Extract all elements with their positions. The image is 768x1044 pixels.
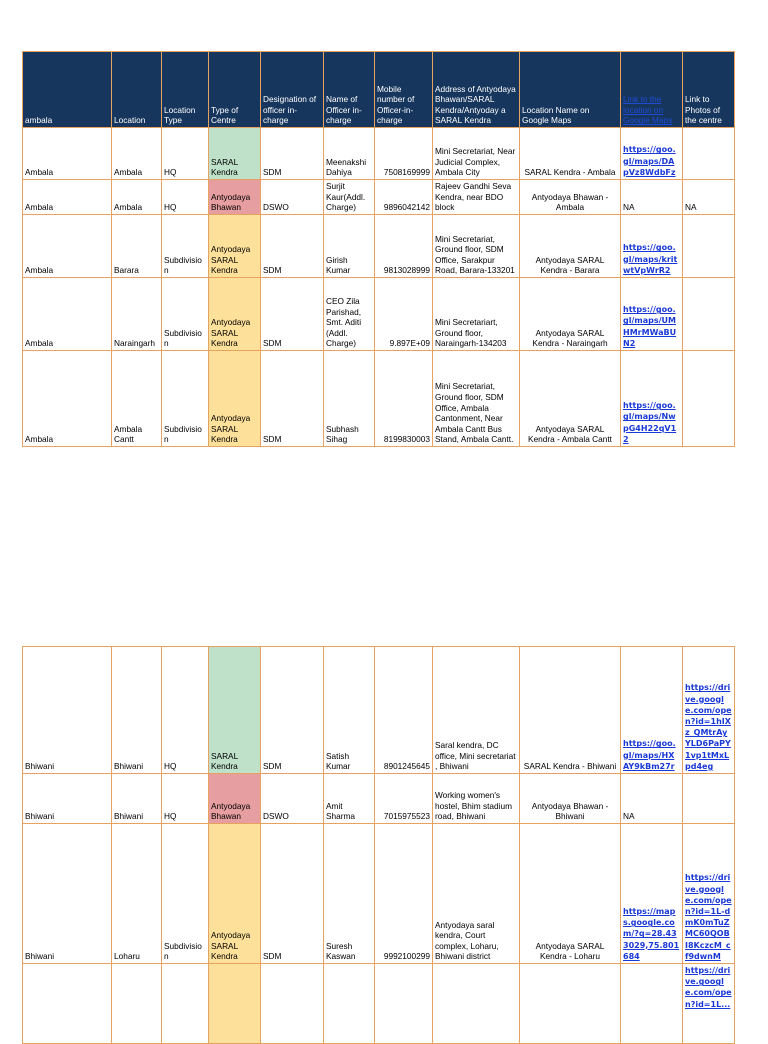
location-type-cell: HQ (162, 128, 209, 180)
maps-link-cell[interactable] (621, 215, 683, 278)
maps-name-cell: SARAL Kendra - Ambala (520, 128, 621, 180)
photos-cell (683, 278, 735, 351)
district-cell: Ambala (23, 215, 112, 278)
photos-cell (683, 215, 735, 278)
location-type-cell: HQ (162, 180, 209, 215)
maps-link-cell[interactable] (621, 128, 683, 180)
location-type-cell: HQ (162, 647, 209, 774)
photos-cell (683, 774, 735, 824)
maps-name-cell: Antyodaya Bhawan - Bhiwani (520, 774, 621, 824)
maps-link[interactable]: https://goo.gl/maps/DApVz8WdbFz (623, 145, 676, 177)
table-row (23, 215, 735, 278)
location-type-cell: Subdivision (162, 824, 209, 964)
photos-link[interactable]: https://drive.google.com/open?id=1hIXz_QMtrAyYLD6PaPY1vp1tMxLpd4eg (685, 683, 732, 771)
maps-link[interactable]: https://goo.gl/maps/NwpG4H22qV12 (623, 401, 677, 444)
maps-name-cell: Antyodaya SARAL Kendra - Naraingarh (520, 278, 621, 351)
address-cell: Mini Secretariart, Ground floor, Naraingarh-134203 (433, 278, 520, 351)
table-row (23, 647, 735, 774)
officer-cell: Suresh Kaswan (324, 824, 375, 964)
district-cell: Bhiwani (23, 647, 112, 774)
centre-type-cell: Antyodaya Bhawan (209, 774, 261, 824)
location-type-cell: Subdivision (162, 278, 209, 351)
address-cell (433, 964, 520, 1044)
designation-cell: SDM (261, 824, 324, 964)
address-cell: Working women's hostel, Bhim stadium road, Bhiwani (433, 774, 520, 824)
maps-link[interactable]: https://goo.gl/maps/UMHMrMWaBUN2 (623, 305, 677, 348)
location-cell: Barara (112, 215, 162, 278)
photos-cell: NA (683, 180, 735, 215)
mobile-cell: 8901245645 (375, 647, 433, 774)
photos-cell[interactable] (683, 647, 735, 774)
mobile-cell: 9992100299 (375, 824, 433, 964)
location-type-cell (162, 964, 209, 1044)
maps-link-cell: NA (621, 180, 683, 215)
designation-cell: SDM (261, 647, 324, 774)
address-cell: Mini Secretariat, Near Judicial Complex, Ambala City (433, 128, 520, 180)
header-type-of-centre: Type of Centre (209, 52, 261, 128)
designation-cell: SDM (261, 351, 324, 447)
location-cell: Ambala Cantt (112, 351, 162, 447)
maps-link-cell[interactable] (621, 824, 683, 964)
address-cell: Antyodaya saral kendra, Court complex, Loharu, Bhiwani district (433, 824, 520, 964)
maps-link-cell[interactable] (621, 351, 683, 447)
maps-link[interactable]: https://goo.gl/maps/HXAY9kBm27r (623, 739, 676, 771)
header-mobile: Mobile number of Officer-in-charge (375, 52, 433, 128)
district-cell: Bhiwani (23, 824, 112, 964)
district-cell: Bhiwani (23, 774, 112, 824)
photos-cell[interactable] (683, 964, 735, 1044)
district-cell: Ambala (23, 128, 112, 180)
mobile-cell: 9.897E+09 (375, 278, 433, 351)
photos-cell (683, 128, 735, 180)
location-cell: Naraingarh (112, 278, 162, 351)
mobile-cell: 8199830003 (375, 351, 433, 447)
address-cell: Mini Secretariat, Ground floor, SDM Office, Sarakpur Road, Barara-133201 (433, 215, 520, 278)
table-row (23, 964, 735, 1044)
location-type-cell: HQ (162, 774, 209, 824)
location-cell: Bhiwani (112, 774, 162, 824)
maps-link-cell (621, 964, 683, 1044)
location-type-cell: Subdivision (162, 351, 209, 447)
header-location: Location (112, 52, 162, 128)
header-location-type: Location Type (162, 52, 209, 128)
mobile-cell: 9813028999 (375, 215, 433, 278)
designation-cell (261, 964, 324, 1044)
mobile-cell: 7015975523 (375, 774, 433, 824)
centre-type-cell: SARAL Kendra (209, 647, 261, 774)
designation-cell: SDM (261, 278, 324, 351)
designation-cell: SDM (261, 215, 324, 278)
maps-link[interactable]: https://goo.gl/maps/kritwtVpWrR2 (623, 243, 678, 275)
header-district: ambala (23, 52, 112, 128)
officer-cell: Meenakshi Dahiya (324, 128, 375, 180)
centre-type-cell: Antyodaya SARAL Kendra (209, 278, 261, 351)
district-cell (23, 964, 112, 1044)
maps-name-cell (520, 964, 621, 1044)
district-cell: Ambala (23, 278, 112, 351)
table-row (23, 180, 735, 215)
maps-name-cell: Antyodaya SARAL Kendra - Ambala Cantt (520, 351, 621, 447)
officer-cell: Satish Kumar (324, 647, 375, 774)
officer-cell: Surjit Kaur(Addl. Charge) (324, 180, 375, 215)
designation-cell: DSWO (261, 180, 324, 215)
maps-name-cell: SARAL Kendra - Bhiwani (520, 647, 621, 774)
officer-cell (324, 964, 375, 1044)
photos-cell (683, 351, 735, 447)
table-row (23, 824, 735, 964)
officer-cell: Subhash Sihag (324, 351, 375, 447)
mobile-cell: 7508169999 (375, 128, 433, 180)
maps-name-cell: Antyodaya Bhawan - Ambala (520, 180, 621, 215)
table-row (23, 128, 735, 180)
centre-type-cell (209, 964, 261, 1044)
centre-type-cell: Antyodaya SARAL Kendra (209, 351, 261, 447)
centre-type-cell: Antyodaya Bhawan (209, 180, 261, 215)
header-maps-link[interactable]: Link to the location on Google Maps (621, 52, 683, 128)
district-cell: Ambala (23, 351, 112, 447)
centre-type-cell: Antyodaya SARAL Kendra (209, 824, 261, 964)
table-row (23, 774, 735, 824)
maps-link[interactable]: https://maps.google.com/?q=28.433029,75.801684 (623, 906, 680, 961)
officer-cell: Girish Kumar (324, 215, 375, 278)
officer-cell: CEO Zila Parishad, Smt. Aditi (Addl. Charge) (324, 278, 375, 351)
district-table-ambala (22, 51, 735, 447)
maps-link-cell[interactable] (621, 278, 683, 351)
header-address: Address of Antyodaya Bhawan/SARAL Kendra/Antyoday a SARAL Kendra (433, 52, 520, 128)
maps-name-cell: Antyodaya SARAL Kendra - Loharu (520, 824, 621, 964)
district-cell: Ambala (23, 180, 112, 215)
table-row (23, 278, 735, 351)
photos-link[interactable]: https://drive.google.com/open?id=1L-dmK0mTuZMC60QOBI8KczcM_cf9dwnM (685, 873, 732, 961)
header-designation: Designation of officer in-charge (261, 52, 324, 128)
maps-link-cell[interactable] (621, 647, 683, 774)
address-cell: Rajeev Gandhi Seva Kendra, near BDO block (433, 180, 520, 215)
mobile-cell (375, 964, 433, 1044)
designation-cell: DSWO (261, 774, 324, 824)
mobile-cell: 9896042142 (375, 180, 433, 215)
location-cell (112, 964, 162, 1044)
address-cell: Saral kendra, DC office, Mini secretariat , Bhiwani (433, 647, 520, 774)
photos-cell[interactable] (683, 824, 735, 964)
location-type-cell: Subdivision (162, 215, 209, 278)
maps-link-cell: NA (621, 774, 683, 824)
district-table-bhiwani (22, 646, 735, 1044)
location-cell: Ambala (112, 128, 162, 180)
header-officer-name: Name of Officer in-charge (324, 52, 375, 128)
maps-name-cell: Antyodaya SARAL Kendra - Barara (520, 215, 621, 278)
designation-cell: SDM (261, 128, 324, 180)
header-location-name: Location Name on Google Maps (520, 52, 621, 128)
table-row (23, 351, 735, 447)
header-row (23, 52, 735, 128)
officer-cell: Amit Sharma (324, 774, 375, 824)
location-cell: Loharu (112, 824, 162, 964)
photos-link[interactable]: https://drive.google.com/open?id=1L... (685, 966, 732, 1009)
address-cell: Mini Secretariat, Ground floor, SDM Office, Ambala Cantonment, Near Ambala Cantt Bus Stand, Ambala Cantt. (433, 351, 520, 447)
location-cell: Bhiwani (112, 647, 162, 774)
centre-type-cell: SARAL Kendra (209, 128, 261, 180)
centre-type-cell: Antyodaya SARAL Kendra (209, 215, 261, 278)
header-photos-link: Link to Photos of the centre (683, 52, 735, 128)
location-cell: Ambala (112, 180, 162, 215)
